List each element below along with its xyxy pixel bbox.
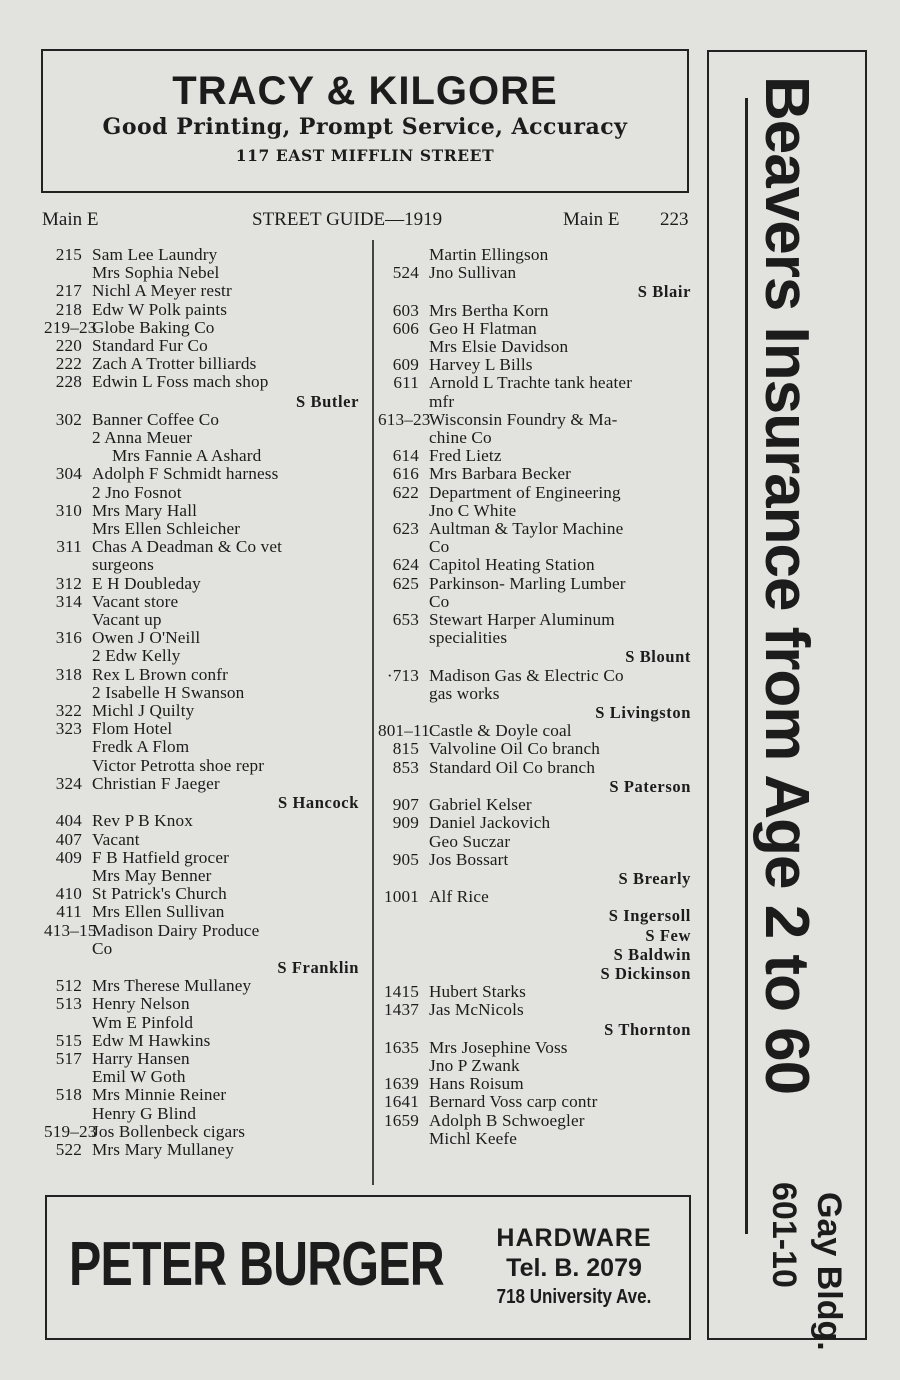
house-number: 316	[55, 628, 82, 648]
occupant-name: Banner Coffee Co	[92, 409, 220, 429]
street-heading: S Butler	[295, 391, 359, 411]
directory-entry	[378, 1057, 691, 1075]
directory-entry	[44, 575, 359, 593]
house-number	[44, 429, 82, 447]
directory-entry	[378, 374, 691, 392]
occupant-name: Edwin L Foss mach shop	[92, 372, 269, 392]
occupant-name: Mrs Ellen Sullivan	[92, 902, 225, 922]
house-number	[44, 647, 82, 665]
house-number: 613–23	[378, 409, 431, 429]
house-number: 853	[392, 757, 419, 777]
directory-entry	[44, 355, 359, 373]
ad-address: 718 University Ave.	[496, 1286, 652, 1308]
occupant-name: Sam Lee Laundry	[92, 245, 218, 264]
occupant-name: 2 Jno Fosnot	[92, 482, 182, 502]
directory-entry	[378, 447, 691, 465]
house-number	[378, 393, 419, 411]
occupant-name: Mrs Fannie A Ashard	[112, 446, 262, 466]
house-number: 625	[392, 573, 419, 593]
page-number: 223	[660, 209, 689, 230]
house-number: 653	[392, 610, 419, 630]
house-number	[44, 484, 82, 502]
occupant-name: Hubert Starks	[429, 982, 526, 1002]
house-number: 1001	[384, 887, 419, 907]
occupant-name: Fred Lietz	[429, 446, 502, 466]
occupant-name: Emil W Goth	[92, 1067, 186, 1087]
house-number: 909	[392, 813, 419, 833]
house-number	[44, 757, 82, 775]
occupant-name: Edw W Polk paints	[92, 299, 228, 319]
directory-entry	[378, 465, 691, 483]
street-heading: S Blount	[625, 647, 691, 667]
occupant-name: Co	[429, 591, 450, 611]
directory-entry	[44, 319, 359, 337]
occupant-name: Aultman & Taylor Machine	[429, 519, 624, 539]
occupant-name: specialities	[429, 628, 508, 648]
occupant-name: Christian F Jaeger	[92, 773, 220, 793]
house-number: 1641	[384, 1092, 419, 1112]
directory-entry	[44, 447, 359, 465]
house-number: 513	[55, 994, 82, 1014]
occupant-name: Owen J O'Neill	[92, 628, 201, 648]
directory-entry	[44, 429, 359, 447]
house-number: 616	[392, 464, 419, 484]
directory-entry	[378, 629, 691, 647]
directory-entry	[378, 393, 691, 411]
house-number: 624	[392, 555, 419, 575]
occupant-name: Jno C White	[429, 500, 517, 520]
directory-entry	[378, 667, 691, 685]
directory-entry	[44, 1032, 359, 1050]
directory-entry	[378, 851, 691, 869]
occupant-name: Wisconsin Foundry & Ma-	[429, 409, 618, 429]
house-number: 218	[55, 299, 82, 319]
right-column	[378, 246, 691, 1148]
house-number	[44, 940, 82, 958]
house-number: 314	[55, 591, 82, 611]
occupant-name: Edw M Hawkins	[92, 1030, 211, 1050]
house-number	[378, 685, 419, 703]
occupant-name: Henry Nelson	[92, 994, 190, 1014]
house-number: ·713	[386, 665, 419, 685]
directory-entry	[44, 282, 359, 300]
directory-entry	[44, 1068, 359, 1086]
peter-burger-ad	[45, 1195, 691, 1340]
house-number: 1635	[384, 1037, 419, 1057]
ad-business-type: HARDWARE	[496, 1224, 652, 1252]
occupant-name: E H Doubleday	[92, 573, 201, 593]
occupant-name: Mrs May Benner	[92, 865, 212, 885]
house-number	[44, 447, 82, 465]
directory-entry	[378, 814, 691, 832]
directory-entry	[44, 977, 359, 995]
directory-entry	[378, 1039, 691, 1057]
directory-entry	[44, 903, 359, 921]
directory-entry	[44, 484, 359, 502]
ad-telephone: Tel. B. 2079	[506, 1254, 642, 1282]
directory-entry	[378, 796, 691, 814]
directory-entry	[44, 775, 359, 793]
street-heading: S Ingersoll	[608, 906, 691, 926]
ad-company-name: PETER BURGER	[69, 1230, 444, 1299]
occupant-name: Mrs Elsie Davidson	[429, 337, 569, 357]
house-number	[378, 1057, 419, 1075]
house-number	[44, 1014, 82, 1032]
house-number: 1437	[384, 1000, 419, 1020]
directory-entry	[44, 301, 359, 319]
directory-entry	[378, 484, 691, 502]
occupant-name: Chas A Deadman & Co vet	[92, 537, 283, 557]
house-number: 1659	[384, 1110, 419, 1130]
occupant-name: Martin Ellingson	[429, 245, 549, 264]
house-number: 622	[392, 482, 419, 502]
occupant-name: Mrs Therese Mullaney	[92, 976, 252, 996]
directory-entry	[44, 411, 359, 429]
occupant-name: Mrs Minnie Reiner	[92, 1085, 227, 1105]
ad-room: 601-10	[765, 1182, 803, 1288]
house-number	[44, 611, 82, 629]
occupant-name: Geo Suczar	[429, 831, 511, 851]
house-number	[378, 593, 419, 611]
house-number: 302	[55, 409, 82, 429]
house-number	[378, 246, 419, 264]
directory-entry	[378, 888, 691, 906]
street-heading: S Dickinson	[600, 963, 691, 983]
house-number	[44, 264, 82, 282]
directory-entry	[378, 1093, 691, 1111]
occupant-name: Capitol Heating Station	[429, 555, 595, 575]
directory-entry	[44, 465, 359, 483]
house-number: 606	[392, 318, 419, 338]
directory-entry	[378, 575, 691, 593]
house-number	[44, 520, 82, 538]
occupant-name: Co	[92, 938, 113, 958]
directory-entry	[44, 702, 359, 720]
directory-entry	[44, 1123, 359, 1141]
house-number: 310	[55, 500, 82, 520]
directory-entry	[378, 556, 691, 574]
directory-entry	[378, 740, 691, 758]
occupant-name: Michl J Quilty	[92, 701, 195, 721]
occupant-name: Madison Gas & Electric Co	[429, 665, 624, 685]
house-number: 609	[392, 355, 419, 375]
directory-entry	[378, 1001, 691, 1019]
ad-company-name: TRACY & KILGORE	[172, 69, 558, 113]
occupant-name: Rex L Brown confr	[92, 664, 229, 684]
occupant-name: Co	[429, 537, 450, 557]
directory-entry	[44, 849, 359, 867]
occupant-name: 2 Anna Meuer	[92, 428, 193, 448]
directory-entry	[44, 922, 359, 940]
occupant-name: Mrs Josephine Voss	[429, 1037, 568, 1057]
occupant-name: Zach A Trotter billiards	[92, 354, 257, 374]
ad-slogan: Beavers Insurance from Age 2 to 60	[752, 76, 821, 1095]
occupant-name: Madison Dairy Produce	[92, 920, 260, 940]
house-number	[378, 502, 419, 520]
house-number: 524	[392, 263, 419, 283]
directory-entry	[44, 1141, 359, 1159]
house-number	[44, 556, 82, 574]
directory-entry	[378, 722, 691, 740]
house-number: 410	[55, 884, 82, 904]
running-head-right: Main E	[563, 209, 620, 230]
occupant-name: Globe Baking Co	[92, 317, 215, 337]
tracy-kilgore-ad	[41, 49, 689, 193]
street-heading: S Thornton	[604, 1019, 691, 1039]
occupant-name: Mrs Bertha Korn	[429, 300, 549, 320]
directory-entry	[44, 1086, 359, 1104]
directory-entry	[44, 629, 359, 647]
house-number: 323	[55, 719, 82, 739]
house-number	[44, 684, 82, 702]
directory-entry	[378, 411, 691, 429]
occupant-name: Vacant up	[92, 610, 162, 630]
directory-entry	[44, 1105, 359, 1123]
house-number: 907	[392, 795, 419, 815]
directory-entry	[378, 246, 691, 264]
directory-entry	[44, 720, 359, 738]
occupant-name: Valvoline Oil Co branch	[429, 739, 600, 759]
occupant-name: Arnold L Trachte tank heater	[429, 373, 633, 393]
house-number: 614	[392, 446, 419, 466]
house-number: 219–23	[44, 317, 97, 337]
occupant-name: Vacant store	[92, 591, 179, 611]
occupant-name: Parkinson- Marling Lumber	[429, 573, 626, 593]
directory-entry	[378, 264, 691, 282]
occupant-name: Fredk A Flom	[92, 737, 190, 757]
running-head-left: Main E	[42, 209, 99, 230]
directory-entry	[44, 1050, 359, 1068]
directory-entry	[44, 940, 359, 958]
occupant-name: 2 Isabelle H Swanson	[92, 682, 245, 702]
house-number	[378, 429, 419, 447]
occupant-name: Adolph F Schmidt harness	[92, 464, 279, 484]
directory-entry	[44, 264, 359, 282]
directory-entry	[44, 502, 359, 520]
occupant-name: Jos Bossart	[429, 849, 509, 869]
directory-entry	[44, 337, 359, 355]
house-number: 517	[55, 1048, 82, 1068]
house-number: 304	[55, 464, 82, 484]
directory-entry	[44, 666, 359, 684]
house-number: 801–11	[378, 721, 430, 741]
occupant-name: gas works	[429, 683, 500, 703]
street-heading: S Paterson	[609, 776, 691, 796]
street-heading: S Brearly	[618, 868, 691, 888]
house-number: 512	[55, 976, 82, 996]
occupant-name: Rev P B Knox	[92, 811, 193, 831]
directory-entry	[44, 611, 359, 629]
running-head-title: STREET GUIDE—1919	[252, 209, 443, 230]
house-number: 518	[55, 1085, 82, 1105]
occupant-name: Harvey L Bills	[429, 355, 533, 375]
directory-entry	[378, 833, 691, 851]
house-number	[44, 1105, 82, 1123]
occupant-name: St Patrick's Church	[92, 884, 227, 904]
occupant-name: mfr	[429, 391, 455, 411]
house-number: 519–23	[44, 1121, 97, 1141]
directory-entry	[378, 338, 691, 356]
directory-entry	[44, 885, 359, 903]
occupant-name: Castle & Doyle coal	[429, 721, 572, 741]
occupant-name: Stewart Harper Aluminum	[429, 610, 615, 630]
house-number: 522	[55, 1139, 82, 1159]
house-number: 515	[55, 1030, 82, 1050]
street-heading: S Few	[645, 925, 691, 945]
directory-entry	[44, 831, 359, 849]
directory-entry	[378, 759, 691, 777]
occupant-name: Victor Petrotta shoe repr	[92, 755, 265, 775]
directory-entry	[44, 246, 359, 264]
house-number: 905	[392, 849, 419, 869]
directory-entry	[44, 757, 359, 775]
occupant-name: Jas McNicols	[429, 1000, 524, 1020]
house-number	[378, 538, 419, 556]
street-heading: S Livingston	[595, 703, 691, 723]
house-number: 413–15	[44, 920, 97, 940]
directory-entry	[378, 1112, 691, 1130]
occupant-name: Mrs Mary Mullaney	[92, 1139, 234, 1159]
house-number	[378, 629, 419, 647]
occupant-name: Jos Bollenbeck cigars	[92, 1121, 246, 1141]
house-number: 312	[55, 573, 82, 593]
directory-entry	[44, 738, 359, 756]
directory-entry	[44, 995, 359, 1013]
directory-entry	[378, 302, 691, 320]
occupant-name: Mrs Sophia Nebel	[92, 263, 220, 283]
occupant-name: Standard Fur Co	[92, 336, 208, 356]
house-number: 217	[55, 281, 82, 301]
directory-entry	[44, 812, 359, 830]
ad-address: 117 EAST MIFFLIN STREET	[235, 146, 495, 165]
street-heading: S Baldwin	[613, 944, 691, 964]
occupant-name: Mrs Mary Hall	[92, 500, 198, 520]
occupant-name: Mrs Barbara Becker	[429, 464, 572, 484]
directory-entry	[44, 556, 359, 574]
occupant-name: Henry G Blind	[92, 1103, 197, 1123]
occupant-name: 2 Edw Kelly	[92, 646, 181, 666]
ad-contact-block	[483, 1223, 665, 1311]
directory-entry	[378, 356, 691, 374]
occupant-name: chine Co	[429, 428, 492, 448]
house-number: 1415	[384, 982, 419, 1002]
house-number	[44, 1068, 82, 1086]
ad-slogan: Good Printing, Prompt Service, Accuracy	[102, 114, 628, 140]
directory-entry	[44, 593, 359, 611]
occupant-name: Jno Sullivan	[429, 263, 517, 283]
house-number: 215	[55, 245, 82, 264]
occupant-name: Geo H Flatman	[429, 318, 537, 338]
directory-entry	[378, 685, 691, 703]
occupant-name: Gabriel Kelser	[429, 795, 532, 815]
ad-vertical-rule	[745, 98, 748, 1234]
house-number: 409	[55, 847, 82, 867]
beavers-insurance-ad	[707, 50, 867, 1351]
house-number: 228	[55, 372, 82, 392]
directory-entry	[44, 1014, 359, 1032]
house-number: 603	[392, 300, 419, 320]
occupant-name: Standard Oil Co branch	[429, 757, 596, 777]
directory-entry	[378, 611, 691, 629]
directory-entry	[378, 502, 691, 520]
house-number: 322	[55, 701, 82, 721]
house-number: 318	[55, 664, 82, 684]
house-number: 220	[55, 336, 82, 356]
occupant-name: Michl Keefe	[429, 1128, 518, 1148]
occupant-name: Mrs Ellen Schleicher	[92, 519, 241, 539]
column-divider	[372, 240, 374, 1185]
occupant-name: Harry Hansen	[92, 1048, 190, 1068]
occupant-name: Nichl A Meyer restr	[92, 281, 232, 301]
directory-entry	[44, 647, 359, 665]
house-number: 611	[393, 373, 419, 393]
directory-entry	[378, 593, 691, 611]
house-number: 815	[392, 739, 419, 759]
house-number	[378, 833, 419, 851]
ad-building: Gay Bldg.	[810, 1192, 848, 1351]
directory-entry	[44, 538, 359, 556]
house-number: 411	[56, 902, 82, 922]
house-number	[378, 1130, 419, 1148]
directory-entry	[378, 429, 691, 447]
street-heading: S Blair	[637, 282, 691, 302]
directory-entry	[44, 867, 359, 885]
occupant-name: Adolph B Schwoegler	[429, 1110, 585, 1130]
directory-entry	[378, 320, 691, 338]
running-head	[42, 207, 690, 233]
directory-entry	[378, 538, 691, 556]
house-number: 623	[392, 519, 419, 539]
street-heading: S Franklin	[277, 957, 359, 977]
directory-entry	[378, 520, 691, 538]
occupant-name: Jno P Zwank	[429, 1055, 520, 1075]
house-number	[44, 738, 82, 756]
directory-entry	[44, 684, 359, 702]
left-column	[44, 246, 359, 1159]
occupant-name: F B Hatfield grocer	[92, 847, 229, 867]
directory-entry	[44, 520, 359, 538]
directory-entry	[44, 373, 359, 391]
house-number: 222	[55, 354, 82, 374]
occupant-name: Bernard Voss carp contr	[429, 1092, 598, 1112]
occupant-name: Alf Rice	[429, 887, 489, 907]
occupant-name: Hans Roisum	[429, 1074, 524, 1094]
occupant-name: Daniel Jackovich	[429, 813, 551, 833]
house-number: 1639	[384, 1074, 419, 1094]
street-heading: S Hancock	[277, 793, 359, 813]
directory-entry	[378, 1130, 691, 1148]
house-number: 404	[55, 811, 82, 831]
occupant-name: Vacant	[92, 829, 140, 849]
house-number: 324	[55, 773, 82, 793]
house-number	[378, 338, 419, 356]
house-number: 311	[56, 537, 82, 557]
occupant-name: surgeons	[92, 555, 154, 575]
occupant-name: Wm E Pinfold	[92, 1012, 194, 1032]
house-number: 407	[55, 829, 82, 849]
directory-entry	[378, 983, 691, 1001]
occupant-name: Department of Engineering	[429, 482, 621, 502]
directory-entry	[378, 1075, 691, 1093]
occupant-name: Flom Hotel	[92, 719, 173, 739]
house-number	[44, 867, 82, 885]
